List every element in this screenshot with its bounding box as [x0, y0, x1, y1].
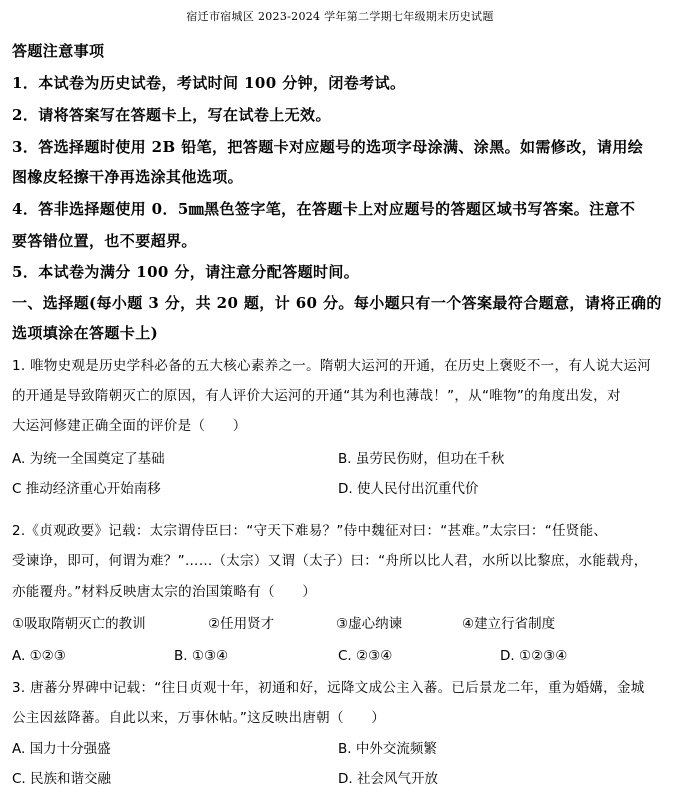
question-2-option-c: C. ②③④: [338, 648, 393, 664]
question-2-item-2: ②任用贤才: [208, 616, 275, 632]
section-heading-cont: 选项填涂在答题卡上): [12, 324, 159, 342]
question-3-option-a: A. 国力十分强盛: [12, 741, 111, 757]
question-2-option-b: B. ①③④: [174, 648, 229, 664]
question-3-option-c: C. 民族和谐交融: [12, 771, 112, 787]
question-2-option-a: A. ①②③: [12, 648, 66, 664]
notice-item: 5．本试卷为满分 100 分，请注意分配答题时间。: [12, 263, 360, 281]
question-1-option-a: A. 为统一全国奠定了基础: [12, 451, 165, 467]
notice-heading: 答题注意事项: [12, 42, 105, 60]
question-1-stem: 1. 唯物史观是历史学科必备的五大核心素养之一。隋朝大运河的开通，在历史上褒贬不一，有人说大运河: [12, 358, 652, 374]
question-3-stem: 公主因兹降蕃。自此以来，万事休帖。”这反映出唐朝（ ）: [12, 710, 386, 726]
question-2-item-4: ④建立行省制度: [462, 616, 556, 632]
question-1-option-b: B. 虽劳民伤财，但功在千秋: [338, 451, 505, 467]
question-3-option-d: D. 社会风气开放: [338, 771, 438, 787]
exam-title: 宿迁市宿城区 2023-2024 学年第二学期七年级期末历史试题: [186, 10, 494, 23]
question-1-option-c: C 推动经济重心开始南移: [12, 481, 161, 497]
notice-item: 要答错位置，也不要超界。: [12, 232, 197, 250]
question-2-option-d: D. ①②③④: [500, 648, 568, 664]
notice-item: 2．请将答案写在答题卡上，写在试卷上无效。: [12, 106, 331, 124]
question-1-stem: 大运河修建正确全面的评价是（ ）: [12, 418, 247, 434]
notice-item: 4．答非选择题使用 0．5㎜黑色签字笔，在答题卡上对应题号的答题区域书写答案。注意不: [12, 200, 636, 218]
notice-item: 1．本试卷为历史试卷，考试时间 100 分钟，闭卷考试。: [12, 74, 406, 92]
section-heading: 一、选择题(每小题 3 分，共 20 题，计 60 分。每小题只有一个答案最符合题意，请将正确的: [12, 294, 662, 312]
question-1-stem: 的开通是导致隋朝灭亡的原因，有人评价大运河的开通“其为利也薄哉！”，从“唯物”的角度出发，对: [12, 388, 621, 404]
question-1-option-d: D. 使人民付出沉重代价: [338, 481, 479, 497]
question-3-stem: 3. 唐蕃分界碑中记载：“往日贞观十年，初通和好，远降文成公主入蕃。已后景龙二年，重为婚媾，金城: [12, 680, 645, 696]
question-2-item-1: ①吸取隋朝灭亡的教训: [12, 616, 146, 632]
notice-item: 3．答选择题时使用 2B 铅笔，把答题卡对应题号的选项字母涂满、涂黑。如需修改，请用绘: [12, 138, 644, 156]
question-2-item-3: ③虚心纳谏: [336, 616, 403, 632]
question-2-stem: 2.《贞观政要》记载：太宗谓侍臣曰：“守天下难易？”侍中魏征对曰：“甚难。”太宗曰：“任贤能、: [12, 523, 608, 539]
question-2-stem: 亦能覆舟。”材料反映唐太宗的治国策略有（ ）: [12, 584, 317, 600]
notice-item: 图橡皮轻擦干净再选涂其他选项。: [12, 168, 244, 186]
question-2-stem: 受谏诤，即可，何谓为难？”……（太宗）又谓（太子）曰：“舟所以比人君，水所以比黎庶，水能载舟，: [12, 553, 648, 569]
question-3-option-b: B. 中外交流频繁: [338, 741, 437, 757]
